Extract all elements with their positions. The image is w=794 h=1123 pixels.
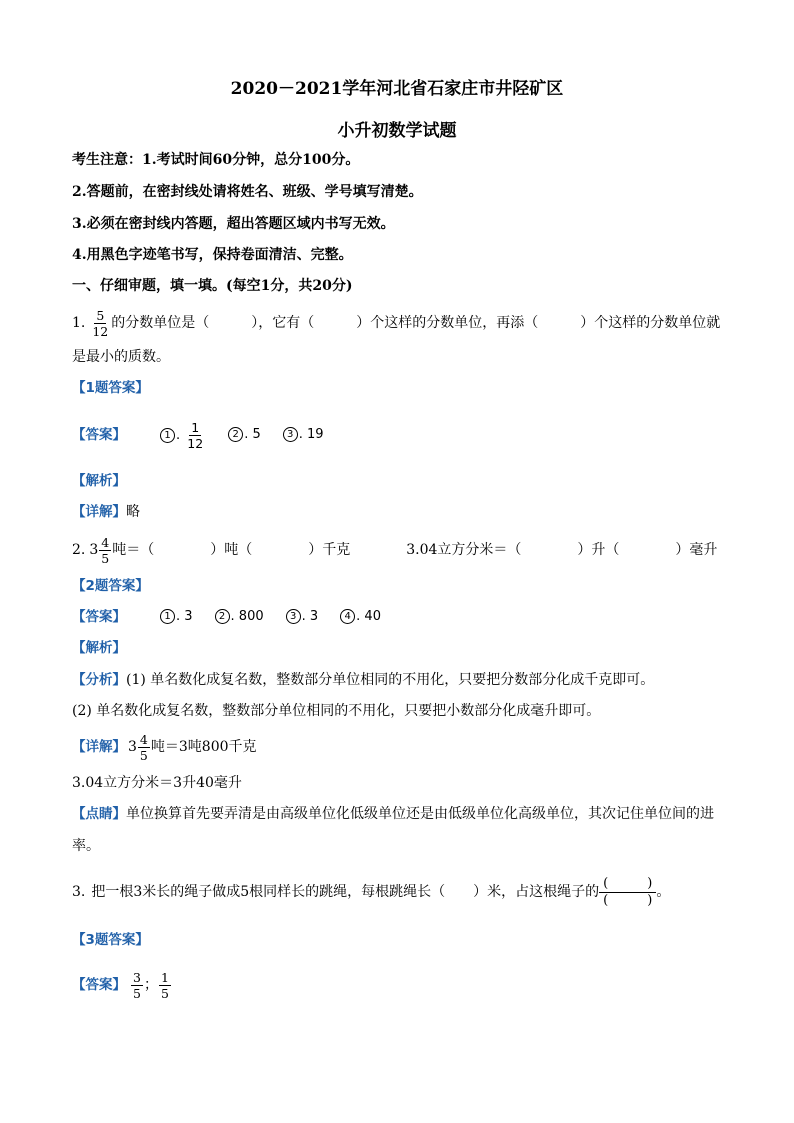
answer-label: 【答案】 xyxy=(72,609,126,625)
detail-row-2 xyxy=(72,730,724,764)
fraction-numerator: 5 xyxy=(96,307,105,323)
answer-item-3 xyxy=(286,607,319,627)
fraction-denominator: 12 xyxy=(187,435,204,451)
answer-row-1 xyxy=(72,418,724,452)
answer-row-2 xyxy=(72,607,724,627)
notice-1: 考生注意：1.考试时间60分钟，总分100分。 xyxy=(72,152,360,168)
section-1-heading: 一、仔细审题，填一填。(每空1分，共20分) xyxy=(72,278,353,294)
mixed-integer: 3 xyxy=(89,542,99,558)
fenxi-label: 【分析】 xyxy=(72,672,126,688)
answer-item-2 xyxy=(228,425,261,445)
fraction-numerator: 4 xyxy=(139,731,148,747)
question-number: 3. xyxy=(72,884,86,900)
question-text: 的分数单位是（ ），它有（ ）个这样的分数单位，再添（ ）个这样的分数单位就 xyxy=(111,315,721,331)
answer-value: . 3 xyxy=(176,609,193,624)
notice-3: 3.必须在密封线内答题，超出答题区域内书写无效。 xyxy=(72,216,395,232)
detail-row-2-continued: 3.04立方分米＝3升40毫升 xyxy=(72,775,242,791)
fraction-denominator: 5 xyxy=(139,747,148,763)
answer-label: 【答案】 xyxy=(72,427,126,443)
circled-number: 2 xyxy=(228,427,243,442)
fraction xyxy=(99,535,111,566)
circled-number: 3 xyxy=(286,609,301,624)
dianjing-label: 【点睛】 xyxy=(72,806,126,822)
blank-denominator: ( ) xyxy=(603,892,653,908)
question-2 xyxy=(72,533,724,567)
dianjing-row-continued: 率。 xyxy=(72,838,100,854)
detail-text: 吨＝3吨800千克 xyxy=(150,739,257,755)
detail-row-1 xyxy=(72,502,724,522)
detail-label: 【详解】 xyxy=(72,504,126,520)
question-text: 把一根3米长的绳子做成5根同样长的跳绳，每根跳绳长（ ）米，占这根绳子的 xyxy=(91,884,600,900)
fraction-denominator: 5 xyxy=(101,550,110,566)
answer-value: . 19 xyxy=(298,427,324,442)
answer-item-3 xyxy=(283,425,324,445)
question-1-continued: 是最小的质数。 xyxy=(72,349,170,365)
fraction xyxy=(138,732,150,763)
dianjing-row xyxy=(72,804,724,824)
fraction-numerator: 1 xyxy=(160,969,169,985)
circled-number: 4 xyxy=(340,609,355,624)
circled-number: 1 xyxy=(160,428,175,443)
fenxi-text: (1) 单名数化成复名数，整数部分单位相同的不用化，只要把分数部分化成千克即可。 xyxy=(126,672,655,688)
answer-value: . 3 xyxy=(301,609,319,624)
answer-header-1: 【1题答案】 xyxy=(72,380,149,396)
fraction-denominator: 12 xyxy=(92,323,109,339)
answer-label: 【答案】 xyxy=(72,977,126,993)
answer-item-1: 1 . $\frac{1}{12}$ xyxy=(160,420,206,451)
circled-number: 1 xyxy=(160,609,175,624)
fraction xyxy=(90,308,110,339)
fraction xyxy=(185,420,205,451)
circled-number: 3 xyxy=(283,427,298,442)
fraction xyxy=(131,970,143,1001)
answer-item-4 xyxy=(340,607,381,627)
dianjing-text: 单位换算首先要弄清是由高级单位化低级单位还是由低级单位化高级单位，其次记住单位间的进 xyxy=(126,806,714,822)
fraction-numerator: 4 xyxy=(101,534,110,550)
detail-label: 【详解】 xyxy=(72,739,126,755)
answer-header-2: 【2题答案】 xyxy=(72,578,149,594)
fraction-numerator: 3 xyxy=(133,969,141,985)
analysis-label-2: 【解析】 xyxy=(72,640,126,656)
title-line-2: 小升初数学试题 xyxy=(337,121,457,141)
blank-numerator: ( ) xyxy=(599,876,656,893)
question-text-b: 3.04立方分米＝（ ）升（ ）毫升 xyxy=(406,542,718,558)
analysis-label-1: 【解析】 xyxy=(72,473,126,489)
detail-text: 略 xyxy=(126,504,140,520)
answer-item-1 xyxy=(160,607,193,627)
question-3 xyxy=(72,870,724,914)
fraction-denominator: 5 xyxy=(133,985,141,1001)
fenxi-row-1 xyxy=(72,670,724,690)
answer-separator: ； xyxy=(143,977,158,993)
mixed-integer: 3 xyxy=(128,739,137,755)
blank-fraction xyxy=(599,876,656,909)
circled-number: 2 xyxy=(215,609,230,624)
answer-row-3 xyxy=(72,966,724,1004)
answer-header-3: 【3题答案】 xyxy=(72,932,149,948)
fraction-denominator: 5 xyxy=(160,985,169,1001)
question-number: 1. xyxy=(72,315,86,331)
question-end: 。 xyxy=(656,884,671,900)
answer-value: . 5 xyxy=(244,427,261,442)
notice-2: 2.答题前，在密封线处请将姓名、班级、学号填写清楚。 xyxy=(72,184,423,200)
question-1 xyxy=(72,306,724,340)
question-text-a: 吨＝（ ）吨（ ）千克 xyxy=(112,542,351,558)
answer-value: . 800 xyxy=(230,609,264,624)
question-number: 2. xyxy=(72,542,86,558)
answer-item-2 xyxy=(215,607,264,627)
title-line-1: 2020－2021学年河北省石家庄市井陉矿区 xyxy=(230,79,564,99)
answer-value: . 40 xyxy=(356,609,381,624)
notice-4: 4.用黑色字迹笔书写，保持卷面清洁、完整。 xyxy=(72,247,353,263)
fraction xyxy=(159,970,171,1001)
fenxi-row-2: (2) 单名数化成复名数，整数部分单位相同的不用化，只要把小数部分化成毫升即可。 xyxy=(72,703,601,719)
fraction-numerator: 1 xyxy=(191,419,200,435)
